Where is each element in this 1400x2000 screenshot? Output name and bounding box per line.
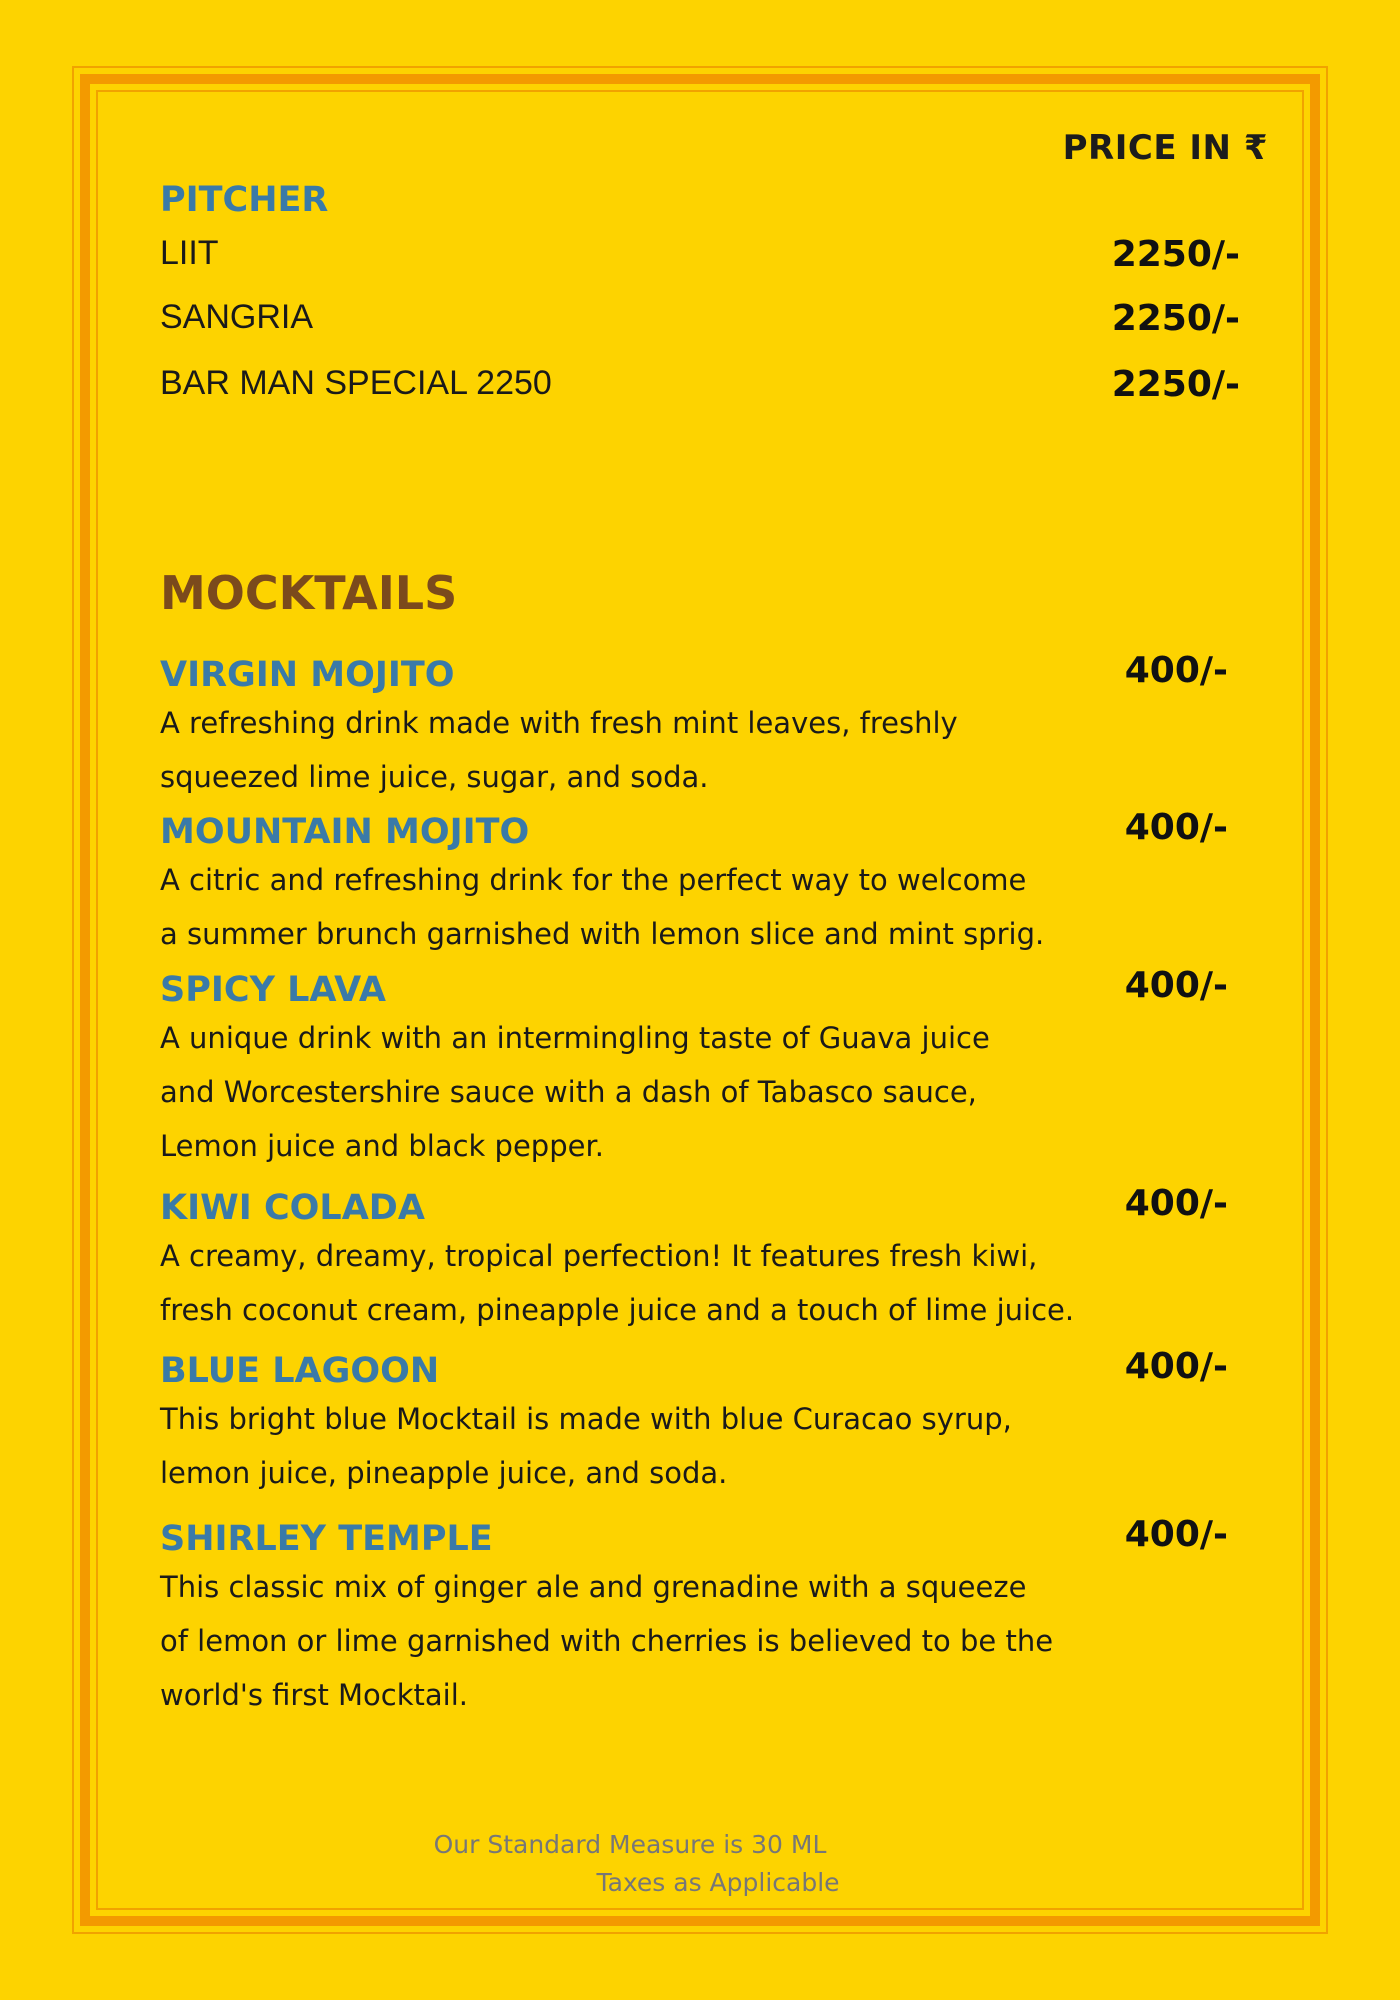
description-line: a summer brunch garnished with lemon slice and mint sprig. (160, 917, 1045, 951)
section-title-pitcher: PITCHER (160, 180, 329, 220)
item-description (160, 1229, 1120, 1337)
description-line: This bright blue Mocktail is made with blue Curacao syrup, (160, 1402, 1012, 1436)
item-name: SPICY LAVA (160, 970, 386, 1010)
mocktail-item (160, 1346, 1240, 1500)
pitcher-item (160, 234, 1240, 284)
item-name: BLUE LAGOON (160, 1351, 440, 1391)
item-price: 2250/- (1111, 298, 1240, 339)
description-line: and Worcestershire sauce with a dash of Tabasco sauce, (160, 1075, 977, 1109)
item-description (160, 1392, 1120, 1500)
footer-note (0, 1826, 1400, 1902)
item-name: SANGRIA (160, 298, 314, 336)
description-line: Lemon juice and black pepper. (160, 1129, 604, 1163)
item-description (160, 1560, 1120, 1722)
item-price: 400/- (1124, 807, 1228, 848)
item-description (160, 853, 1120, 961)
item-name: MOUNTAIN MOJITO (160, 812, 530, 852)
mocktail-item (160, 1183, 1240, 1337)
item-name: LIIT (160, 234, 219, 272)
description-line: A unique drink with an intermingling taste of Guava juice (160, 1021, 990, 1055)
item-name: BAR MAN SPECIAL 2250 (160, 364, 552, 402)
item-name: KIWI COLADA (160, 1188, 425, 1228)
description-line: A refreshing drink made with fresh mint leaves, freshly (160, 706, 958, 740)
mocktail-item (160, 807, 1240, 961)
item-description (160, 696, 1120, 804)
description-line: world's first Mocktail. (160, 1678, 469, 1712)
description-line: A citric and refreshing drink for the perfect way to welcome (160, 863, 1027, 897)
description-line: A creamy, dreamy, tropical perfection! It features fresh kiwi, (160, 1239, 1038, 1273)
item-price: 2250/- (1111, 364, 1240, 405)
description-line: fresh coconut cream, pineapple juice and a touch of lime juice. (160, 1293, 1075, 1327)
item-price: 400/- (1124, 1514, 1228, 1555)
pitcher-item (160, 364, 1240, 414)
item-price: 400/- (1124, 1346, 1228, 1387)
item-name: VIRGIN MOJITO (160, 655, 455, 695)
item-price: 400/- (1124, 965, 1228, 1006)
item-price: 400/- (1124, 1183, 1228, 1224)
item-description (160, 1011, 1120, 1173)
description-line: lemon juice, pineapple juice, and soda. (160, 1456, 728, 1490)
footer-measure: Our Standard Measure is 30 ML (433, 1830, 827, 1859)
mocktail-item (160, 1514, 1240, 1722)
description-line: of lemon or lime garnished with cherries is believed to be the (160, 1624, 1054, 1658)
item-price: 400/- (1124, 650, 1228, 691)
pitcher-item (160, 298, 1240, 348)
item-price: 2250/- (1111, 234, 1240, 275)
price-header: PRICE IN ₹ (1062, 128, 1268, 168)
item-name: SHIRLEY TEMPLE (160, 1519, 493, 1559)
mocktail-item (160, 650, 1240, 804)
description-line: This classic mix of ginger ale and grenadine with a squeeze (160, 1570, 1027, 1604)
description-line: squeezed lime juice, sugar, and soda. (160, 760, 709, 794)
section-title-mocktails: MOCKTAILS (160, 566, 458, 620)
mocktail-item (160, 965, 1240, 1173)
footer-taxes: Taxes as Applicable (596, 1868, 840, 1897)
